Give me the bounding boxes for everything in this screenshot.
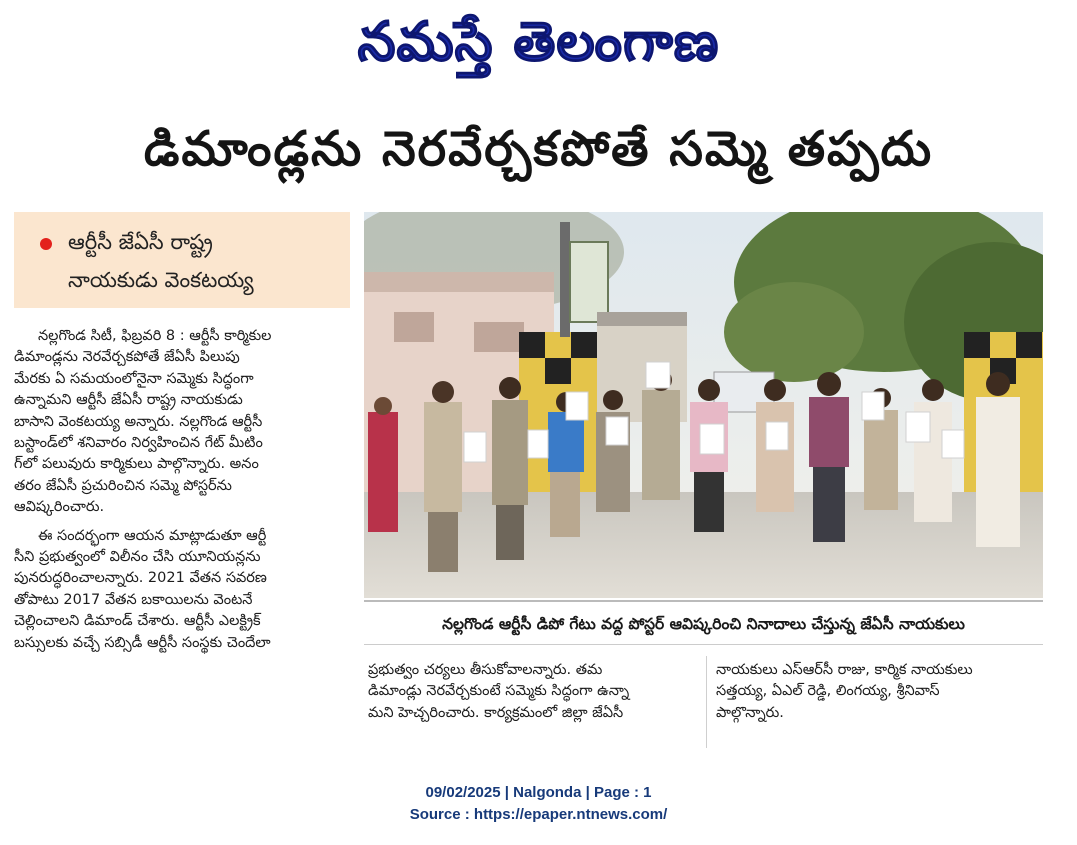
text-line: పునరుద్ధరించాలన్నారు. 2021 వేతన సవరణ — [14, 570, 267, 587]
bullet-dot-icon — [40, 238, 52, 250]
article-headline: డిమాండ్లను నెరవేర్చకపోతే సమ్మె తప్పదు — [143, 121, 934, 177]
text-line: ఉన్నామని ఆర్టీసీ జేఏసీ రాష్ట్ర నాయకుడు — [14, 392, 243, 409]
caption-top-rule — [364, 600, 1043, 602]
text-line: ఆవిష్కరించారు. — [14, 499, 105, 516]
text-line: ప్రభుత్వం చర్యలు తీసుకోవాలన్నారు. తమ — [368, 662, 603, 678]
text-line: మేరకు ఏ సమయంలోనైనా సమ్మెకు సిద్ధంగా — [14, 370, 254, 387]
text-line: గ్‌లో పలువురు కార్మికులు పాల్గొన్నారు. అనం — [14, 456, 259, 473]
article-paragraph-1 — [14, 326, 350, 519]
text-line: డిమాండ్లు నెరవేర్చకుంటే సమ్మెకు సిద్ధంగా ఉన్నా — [368, 683, 630, 700]
text-line: ఈ సందర్భంగా ఆయన మాట్లాడుతూ ఆర్టీ — [38, 527, 267, 544]
text-line: తరం జేఏసీ ప్రచురించిన సమ్మె పోస్టర్‌ను — [14, 477, 232, 494]
text-line: పాల్గొన్నారు. — [716, 704, 784, 721]
article-column-1 — [14, 326, 350, 654]
text-line: డిమాండ్లను నెరవేర్చకపోతే జేఏసీ పిలుపు — [14, 349, 240, 366]
highlight-line-1: ఆర్టీసీ జేఏసీ రాష్ట్ర — [68, 230, 213, 254]
text-line: మని హెచ్చరించారు. కార్యక్రమంలో జిల్లా జేఏసీ — [368, 704, 624, 721]
news-photo — [364, 212, 1043, 598]
text-line: చెల్లించాలని డిమాండ్ చేశారు. ఆర్టీసీ ఎలక్ట్రిక్ — [14, 613, 261, 630]
footer-date-edition: 09/02/2025 | Nalgonda | Page : 1 — [425, 784, 652, 801]
text-line: నాయకులు ఎస్ఆర్‌సీ రాజు, కార్మిక నాయకులు — [716, 662, 973, 678]
footer-source: Source : https://epaper.ntnews.com/ — [409, 806, 668, 823]
column-divider — [706, 656, 707, 748]
photo-caption: నల్లగొండ ఆర్టీసీ డిపో గేటు వద్ద పోస్టర్ ఆవిష్కరించి నినాదాలు చేస్తున్న జేఏసీ నాయకులు — [442, 615, 965, 633]
newspaper-masthead: నమస్తే తెలంగాణ — [357, 9, 720, 73]
text-line: బాసాని వెంకటయ్య అన్నారు. నల్లగొండ ఆర్టీసీ — [14, 413, 263, 430]
text-line: బస్సులకు వచ్చే సబ్సిడీ ఆర్టీసీ సంస్థకు చెందేలా — [14, 634, 271, 651]
caption-bottom-rule — [364, 644, 1043, 645]
article-column-3 — [716, 660, 1044, 724]
article-column-2 — [368, 660, 698, 724]
text-line: సత్తయ్య, ఏఎల్ రెడ్డి, లింగయ్య, శ్రీనివాస్ — [716, 683, 940, 700]
article-paragraph-2 — [14, 526, 350, 654]
highlight-line-2: నాయకుడు వెంకటయ్య — [68, 268, 254, 292]
text-line: నల్లగొండ సిటీ, ఫిబ్రవరి 8 : ఆర్టీసీ కార్మికుల — [38, 328, 272, 344]
text-line: తోపాటు 2017 వేతన బకాయిలను వెంటనే — [14, 591, 253, 608]
text-line: బస్టాండ్‌లో శనివారం నిర్వహించిన గేట్ మీటిం — [14, 435, 263, 452]
text-line: సీని ప్రభుత్వంలో విలీనం చేసి యూనియన్లను — [14, 549, 261, 566]
